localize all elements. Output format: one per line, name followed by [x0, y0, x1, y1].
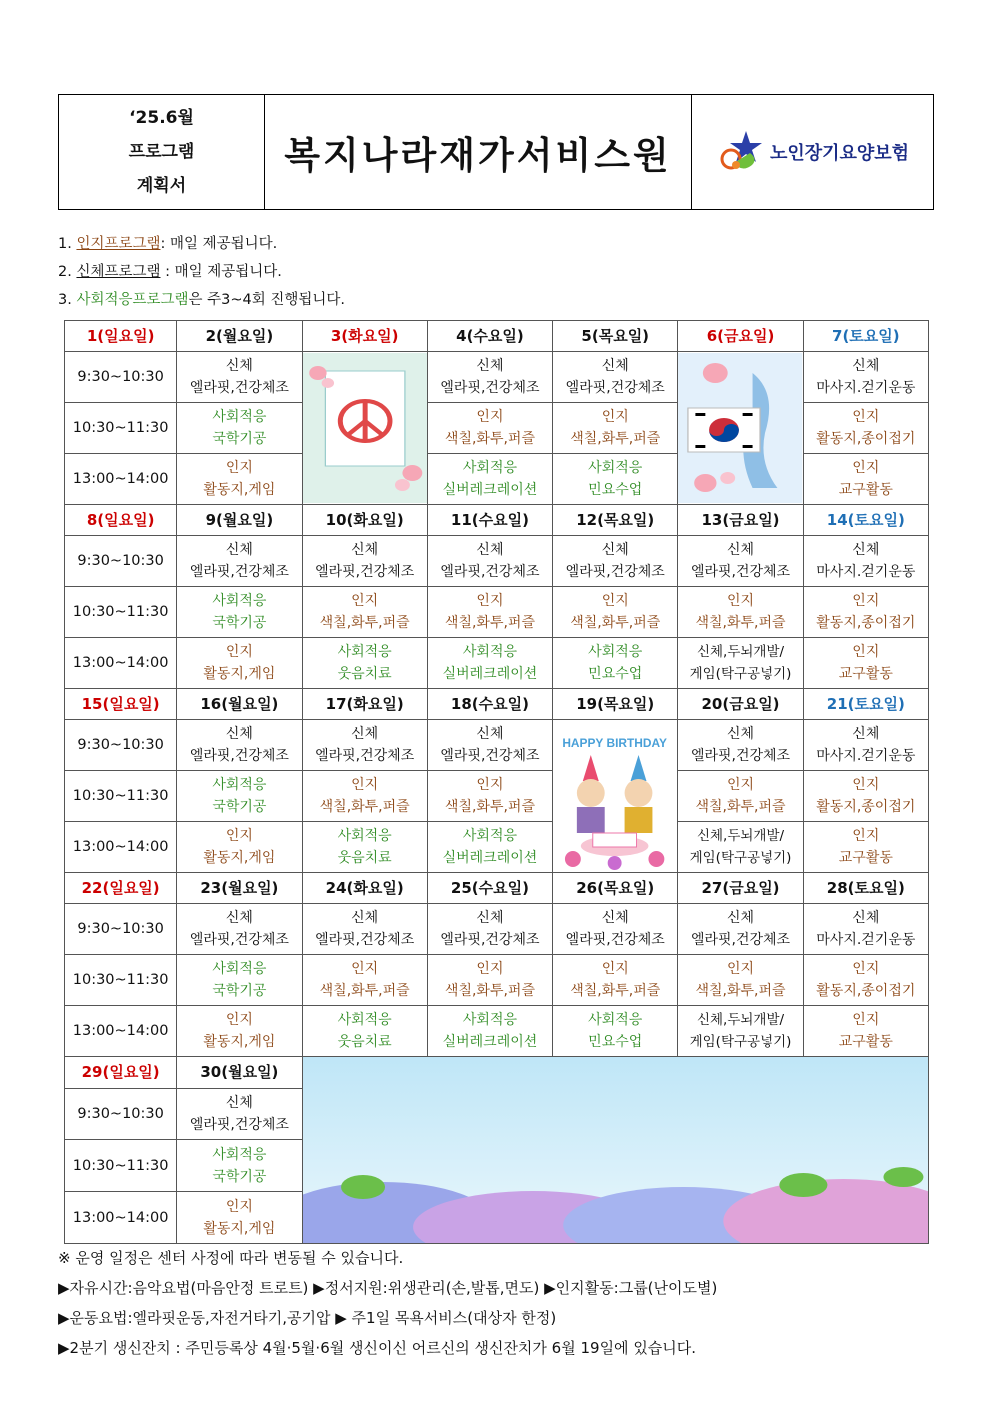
cognitive-activity: [678, 771, 803, 822]
physical-activity: [427, 536, 552, 587]
activity-detail: 엘라핏,건강체조: [440, 564, 540, 580]
activity-detail: 색칠,화투,퍼즐: [444, 431, 535, 447]
activity-category: 사회적응: [462, 1012, 517, 1028]
activity-category: 신체: [852, 726, 880, 742]
activity-detail: 실버레크레이션: [442, 1034, 538, 1050]
korean-flag-icon: [678, 352, 803, 505]
brain-activity: [678, 822, 803, 873]
activity-detail: 실버레크레이션: [442, 666, 538, 682]
activity-category: 인지: [852, 961, 880, 977]
week-header-row: [65, 505, 929, 536]
activity-detail: 색칠,화투,퍼즐: [319, 799, 410, 815]
activity-detail: 실버레크레이션: [442, 850, 538, 866]
activity-detail: 엘라핏,건강체조: [189, 1116, 289, 1133]
activity-category: 신체: [852, 910, 880, 926]
activity-detail: 색칠,화투,퍼즐: [570, 983, 661, 999]
social-activity: [427, 454, 552, 505]
activity-detail: 활동지,게임: [203, 666, 276, 682]
activity-category: 신체: [351, 542, 379, 558]
monthly-schedule-table: [64, 320, 929, 1244]
activity-detail: 활동지,게임: [203, 1220, 276, 1237]
time-slot: 9:30~10:30: [65, 352, 177, 403]
time-slot: 10:30~11:30: [65, 771, 177, 822]
time-slot-row: [65, 720, 929, 771]
cognitive-activity: [803, 638, 928, 689]
cognitive-activity: [427, 587, 552, 638]
time-slot: 13:00~14:00: [65, 638, 177, 689]
day-header: 3(화요일): [302, 321, 427, 352]
activity-detail: 엘라핏,건강체조: [690, 564, 791, 580]
activity-detail: 마사지.걷기운동: [816, 932, 916, 948]
cognitive-activity: [302, 955, 427, 1006]
activity-detail: 엘라핏,건강체조: [690, 748, 791, 764]
activity-category: 인지: [225, 460, 253, 476]
activity-category: 인지: [852, 644, 880, 660]
activity-category: 사회적응: [462, 828, 517, 844]
cognitive-activity: [177, 1192, 302, 1244]
physical-activity: [553, 536, 678, 587]
day-header: 14(토요일): [803, 505, 928, 536]
activity-detail: 웃음치료: [337, 1034, 392, 1050]
cognitive-activity: [177, 638, 302, 689]
day-header: 24(화요일): [302, 873, 427, 904]
activity-detail: 엘라핏,건강체조: [315, 564, 415, 580]
cognitive-activity: [427, 403, 552, 454]
activity-category: 사회적응: [337, 828, 392, 844]
activity-detail: 교구활동: [838, 1034, 893, 1050]
activity-category: 인지: [351, 961, 379, 977]
physical-activity: [177, 536, 302, 587]
activity-detail: 엘라핏,건강체조: [440, 380, 540, 396]
activity-detail: 활동지,종이접기: [816, 431, 916, 447]
day-header: 27(금요일): [678, 873, 803, 904]
activity-detail: 웃음치료: [337, 666, 392, 682]
activity-detail: 게임(탁구공넣기): [689, 850, 792, 866]
day-header: 19(목요일): [553, 689, 678, 720]
activity-detail: 색칠,화투,퍼즐: [695, 799, 786, 815]
time-slot-row: [65, 771, 929, 822]
time-slot: 10:30~11:30: [65, 1140, 177, 1192]
footer-notes: [58, 1243, 717, 1363]
cognitive-activity: [803, 454, 928, 505]
time-slot-row: [65, 955, 929, 1006]
activity-category: 인지: [852, 777, 880, 793]
day-header: 20(금요일): [678, 689, 803, 720]
activity-detail: 엘라핏,건강체조: [440, 748, 540, 764]
plan-doc: 계획서: [136, 176, 187, 196]
cognitive-activity: [803, 771, 928, 822]
day-header: 17(화요일): [302, 689, 427, 720]
physical-activity: [302, 720, 427, 771]
logo-icon: [716, 129, 766, 175]
activity-category: 사회적응: [212, 1146, 267, 1163]
activity-category: 신체: [852, 542, 880, 558]
activity-category: 신체: [726, 910, 755, 926]
activity-category: 사회적응: [212, 961, 267, 977]
activity-category: 인지: [601, 409, 629, 425]
physical-activity: [803, 352, 928, 403]
activity-detail: 민요수업: [588, 1034, 643, 1050]
activity-detail: 색칠,화투,퍼즐: [570, 615, 661, 631]
activity-detail: 엘라핏,건강체조: [565, 380, 665, 396]
time-slot: 9:30~10:30: [65, 1088, 177, 1140]
activity-detail: 엘라핏,건강체조: [565, 564, 665, 580]
activity-category: 신체: [726, 542, 755, 558]
activity-detail: 교구활동: [838, 850, 893, 866]
activity-detail: 활동지,게임: [203, 482, 276, 498]
social-activity: [427, 638, 552, 689]
cognitive-activity: [177, 822, 302, 873]
cognitive-activity: [803, 587, 928, 638]
activity-detail: 국학기공: [212, 1168, 267, 1185]
activity-detail: 색칠,화투,퍼즐: [570, 431, 661, 447]
activity-category: 인지: [726, 961, 755, 977]
activity-detail: 웃음치료: [337, 850, 392, 866]
activity-category: 신체: [225, 542, 253, 558]
activity-detail: 마사지.걷기운동: [816, 748, 916, 764]
activity-detail: 엘라핏,건강체조: [440, 932, 540, 948]
day-header: 28(토요일): [803, 873, 928, 904]
brain-activity: [678, 638, 803, 689]
activity-detail: 엘라핏,건강체조: [189, 380, 289, 396]
cognitive-activity: [803, 822, 928, 873]
day-header: 26(목요일): [553, 873, 678, 904]
activity-detail: 국학기공: [212, 983, 267, 999]
day-header: 2(월요일): [177, 321, 302, 352]
note-text: : 매일 제공됩니다.: [160, 264, 282, 280]
day-header: 15(일요일): [65, 689, 177, 720]
birthday-icon: [553, 720, 678, 873]
time-slot: 13:00~14:00: [65, 1006, 177, 1057]
physical-activity: [177, 720, 302, 771]
activity-category: 신체: [351, 726, 379, 742]
election-icon: [302, 352, 427, 505]
social-activity: [427, 1006, 552, 1057]
day-header: 9(월요일): [177, 505, 302, 536]
activity-detail: 실버레크레이션: [442, 482, 538, 498]
activity-category: 사회적응: [588, 1012, 643, 1028]
note-num: 3.: [58, 292, 72, 308]
cognitive-activity: [427, 771, 552, 822]
cognitive-activity: [803, 403, 928, 454]
activity-category: 신체: [225, 910, 253, 926]
social-activity: [302, 638, 427, 689]
activity-category: 사회적응: [588, 644, 643, 660]
activity-category: 인지: [601, 961, 629, 977]
week-header-row: [65, 1057, 929, 1089]
day-header: 13(금요일): [678, 505, 803, 536]
day-header: 10(화요일): [302, 505, 427, 536]
activity-detail: 색칠,화투,퍼즐: [319, 983, 410, 999]
social-activity: [553, 454, 678, 505]
day-header: 5(목요일): [553, 321, 678, 352]
activity-category: 신체: [852, 358, 880, 374]
activity-category: 사회적응: [588, 460, 643, 476]
week-header-row: [65, 321, 929, 352]
day-header: 30(월요일): [177, 1057, 302, 1089]
day-header: 16(월요일): [177, 689, 302, 720]
activity-category: 사회적응: [462, 644, 517, 660]
day-header: 25(수요일): [427, 873, 552, 904]
cognitive-activity: [177, 454, 302, 505]
activity-detail: 민요수업: [588, 666, 643, 682]
time-slot: 9:30~10:30: [65, 536, 177, 587]
physical-activity: [427, 904, 552, 955]
time-slot-row: [65, 536, 929, 587]
cognitive-activity: [553, 403, 678, 454]
activity-category: 신체,두뇌개발/: [696, 644, 785, 660]
social-activity: [302, 822, 427, 873]
activity-category: 인지: [852, 460, 880, 476]
day-header: 11(수요일): [427, 505, 552, 536]
cognitive-activity: [803, 1006, 928, 1057]
cognitive-activity: [553, 955, 678, 1006]
program-notes: [58, 230, 345, 314]
activity-category: 신체: [476, 358, 504, 374]
activity-category: 인지: [852, 409, 880, 425]
activity-detail: 교구활동: [838, 482, 893, 498]
plan-month: ‘25.6월: [129, 108, 194, 128]
activity-detail: 색칠,화투,퍼즐: [319, 615, 410, 631]
activity-category: 신체: [351, 910, 379, 926]
note-text: 은 주3~4회 진행됩니다.: [188, 292, 345, 308]
activity-detail: 활동지,게임: [203, 850, 276, 866]
footer-line: ▶2분기 생신잔치 : 주민등록상 4월·5월·6월 생신이신 어르신의 생신잔치가 6월 19일에 있습니다.: [58, 1339, 697, 1357]
time-slot: 13:00~14:00: [65, 1192, 177, 1244]
footer-line: ※ 운영 일정은 센터 사정에 따라 변동될 수 있습니다.: [58, 1249, 404, 1267]
activity-category: 인지: [726, 777, 755, 793]
physical-activity: [678, 720, 803, 771]
birthday-banner: HAPPY BIRTHDAY: [562, 735, 668, 751]
time-slot: 9:30~10:30: [65, 720, 177, 771]
brain-activity: [678, 1006, 803, 1057]
time-slot: 10:30~11:30: [65, 955, 177, 1006]
time-slot: 13:00~14:00: [65, 822, 177, 873]
activity-category: 인지: [476, 777, 504, 793]
note-num: 2.: [58, 264, 72, 280]
activity-detail: 국학기공: [212, 799, 267, 815]
social-activity: [427, 822, 552, 873]
activity-category: 신체: [225, 358, 253, 374]
time-slot-row: [65, 904, 929, 955]
activity-category: 인지: [351, 593, 379, 609]
physical-activity: [678, 536, 803, 587]
activity-detail: 엘라핏,건강체조: [189, 564, 289, 580]
physical-activity: [803, 720, 928, 771]
activity-detail: 국학기공: [212, 431, 267, 447]
time-slot: 10:30~11:30: [65, 587, 177, 638]
note-label: 사회적응프로그램: [76, 292, 189, 308]
activity-category: 인지: [225, 644, 253, 660]
activity-detail: 색칠,화투,퍼즐: [444, 615, 535, 631]
week-header-row: [65, 873, 929, 904]
physical-activity: [302, 904, 427, 955]
activity-category: 인지: [351, 777, 379, 793]
time-slot-row: [65, 638, 929, 689]
note-1: [58, 230, 345, 258]
day-header: 12(목요일): [553, 505, 678, 536]
social-activity: [177, 955, 302, 1006]
activity-detail: 엘라핏,건강체조: [189, 748, 289, 764]
social-activity: [553, 638, 678, 689]
activity-detail: 국학기공: [212, 615, 267, 631]
activity-detail: 마사지.걷기운동: [816, 564, 916, 580]
note-num: 1.: [58, 236, 72, 252]
physical-activity: [177, 904, 302, 955]
hydrangea-illustration: [302, 1057, 928, 1244]
cognitive-activity: [302, 771, 427, 822]
activity-detail: 활동지,종이접기: [816, 615, 916, 631]
activity-category: 인지: [476, 593, 504, 609]
social-activity: [177, 587, 302, 638]
cognitive-activity: [553, 587, 678, 638]
activity-detail: 활동지,게임: [203, 1034, 276, 1050]
plan-label: [59, 95, 265, 209]
time-slot-row: [65, 1006, 929, 1057]
note-label: 신체프로그램: [76, 264, 161, 280]
cognitive-activity: [678, 587, 803, 638]
time-slot-row: [65, 587, 929, 638]
cognitive-activity: [678, 955, 803, 1006]
note-text: : 매일 제공됩니다.: [160, 236, 278, 252]
plan-program: 프로그램: [128, 142, 195, 162]
activity-category: 신체: [476, 910, 504, 926]
activity-detail: 엘라핏,건강체조: [315, 748, 415, 764]
activity-detail: 민요수업: [588, 482, 643, 498]
week-header-row: [65, 689, 929, 720]
activity-category: 사회적응: [337, 644, 392, 660]
day-header: 6(금요일): [678, 321, 803, 352]
activity-category: 신체: [726, 726, 755, 742]
cognitive-activity: [427, 955, 552, 1006]
physical-activity: [177, 1088, 302, 1140]
note-label: 인지프로그램: [76, 236, 161, 252]
activity-category: 신체,두뇌개발/: [696, 1012, 785, 1028]
activity-detail: 색칠,화투,퍼즐: [444, 983, 535, 999]
activity-detail: 교구활동: [838, 666, 893, 682]
activity-category: 신체: [601, 542, 629, 558]
activity-detail: 게임(탁구공넣기): [689, 666, 792, 682]
activity-category: 신체: [476, 542, 504, 558]
activity-category: 사회적응: [212, 409, 267, 425]
day-header: 8(일요일): [65, 505, 177, 536]
activity-category: 신체: [225, 726, 253, 742]
page-title: 복지나라재가서비스원: [265, 95, 692, 209]
physical-activity: [427, 720, 552, 771]
day-header: 18(수요일): [427, 689, 552, 720]
time-slot: 13:00~14:00: [65, 454, 177, 505]
activity-category: 신체: [601, 358, 629, 374]
note-3: [58, 286, 345, 314]
time-slot: 9:30~10:30: [65, 904, 177, 955]
time-slot-row: [65, 352, 929, 403]
cognitive-activity: [177, 1006, 302, 1057]
activity-detail: 엘라핏,건강체조: [565, 932, 665, 948]
activity-detail: 엘라핏,건강체조: [690, 932, 791, 948]
activity-category: 인지: [476, 409, 504, 425]
activity-category: 사회적응: [212, 593, 267, 609]
physical-activity: [553, 352, 678, 403]
activity-category: 신체,두뇌개발/: [696, 828, 785, 844]
social-activity: [177, 1140, 302, 1192]
day-header: 7(토요일): [803, 321, 928, 352]
activity-detail: 엘라핏,건강체조: [189, 932, 289, 948]
physical-activity: [803, 904, 928, 955]
social-activity: [177, 771, 302, 822]
activity-category: 인지: [601, 593, 629, 609]
activity-detail: 색칠,화투,퍼즐: [695, 983, 786, 999]
physical-activity: [427, 352, 552, 403]
day-header: 21(토요일): [803, 689, 928, 720]
activity-detail: 마사지.걷기운동: [816, 380, 916, 396]
activity-category: 신체: [476, 726, 504, 742]
day-header: 22(일요일): [65, 873, 177, 904]
day-header: 1(일요일): [65, 321, 177, 352]
activity-category: 인지: [852, 593, 880, 609]
physical-activity: [803, 536, 928, 587]
activity-category: 인지: [726, 593, 755, 609]
day-header: 4(수요일): [427, 321, 552, 352]
header: [58, 94, 934, 210]
activity-category: 신체: [225, 1094, 253, 1111]
activity-detail: 엘라핏,건강체조: [315, 932, 415, 948]
time-slot-row: [65, 822, 929, 873]
social-activity: [553, 1006, 678, 1057]
day-header: 23(월요일): [177, 873, 302, 904]
physical-activity: [302, 536, 427, 587]
activity-detail: 활동지,종이접기: [816, 983, 916, 999]
activity-category: 사회적응: [337, 1012, 392, 1028]
cognitive-activity: [302, 587, 427, 638]
activity-category: 인지: [225, 1012, 253, 1028]
footer-line: ▶운동요법:엘라핏운동,자전거타기,공기압 ▶ 주1일 목욕서비스(대상자 한정): [58, 1309, 557, 1327]
activity-category: 인지: [225, 828, 253, 844]
activity-detail: 게임(탁구공넣기): [689, 1034, 792, 1050]
activity-category: 인지: [225, 1198, 253, 1215]
day-header: 29(일요일): [65, 1057, 177, 1089]
time-slot: 10:30~11:30: [65, 403, 177, 454]
activity-detail: 활동지,종이접기: [816, 799, 916, 815]
footer-line: ▶자유시간:음악요법(마음안정 트로트) ▶정서지원:위생관리(손,발톱,면도) ▶인지활동:그룹(난이도별): [58, 1279, 718, 1297]
activity-category: 신체: [601, 910, 629, 926]
activity-detail: 색칠,화투,퍼즐: [695, 615, 786, 631]
activity-category: 사회적응: [462, 460, 517, 476]
insurance-logo: [692, 95, 933, 209]
activity-category: 인지: [476, 961, 504, 977]
activity-detail: 색칠,화투,퍼즐: [444, 799, 535, 815]
physical-activity: [553, 904, 678, 955]
activity-category: 인지: [852, 828, 880, 844]
physical-activity: [177, 352, 302, 403]
social-activity: [177, 403, 302, 454]
activity-category: 사회적응: [212, 777, 267, 793]
logo-text: 노인장기요양보험: [769, 143, 910, 164]
note-2: [58, 258, 345, 286]
physical-activity: [678, 904, 803, 955]
activity-category: 인지: [852, 1012, 880, 1028]
cognitive-activity: [803, 955, 928, 1006]
social-activity: [302, 1006, 427, 1057]
